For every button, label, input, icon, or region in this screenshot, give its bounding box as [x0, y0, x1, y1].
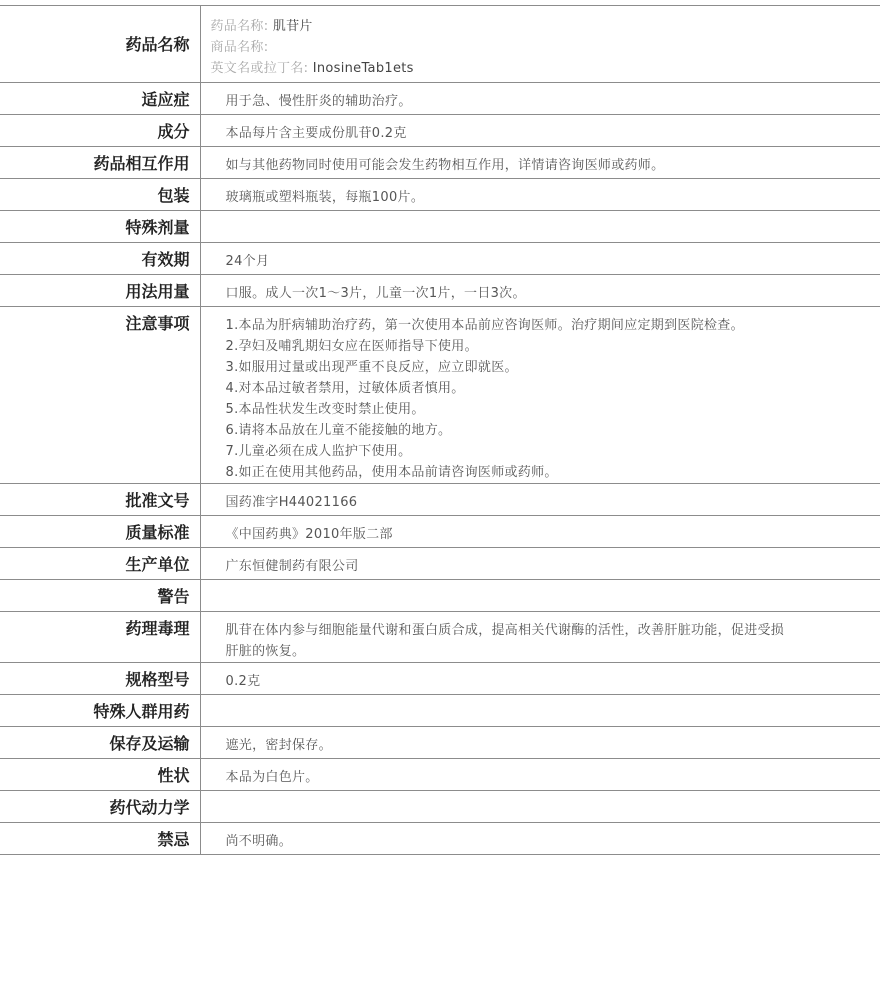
row-value: 尚不明确。	[200, 823, 880, 855]
trade-name-label: 商品名称:	[210, 40, 269, 55]
row-label: 药代动力学	[0, 791, 200, 823]
english-name-label: 英文名或拉丁名:	[210, 61, 309, 76]
row-value: 本品为白色片。	[200, 759, 880, 791]
row-quality-standard	[0, 516, 880, 548]
row-label: 性状	[0, 759, 200, 791]
row-value: 用于急、慢性肝炎的辅助治疗。	[200, 83, 880, 115]
row-value	[200, 695, 880, 727]
row-label: 生产单位	[0, 548, 200, 580]
row-label: 特殊人群用药	[0, 695, 200, 727]
english-name-line	[211, 58, 880, 79]
row-label: 批准文号	[0, 484, 200, 516]
row-value	[200, 211, 880, 243]
row-interactions	[0, 147, 880, 179]
precaution-item: 5.本品性状发生改变时禁止使用。	[225, 402, 425, 417]
row-shelf-life	[0, 243, 880, 275]
row-value	[200, 580, 880, 612]
row-value: 如与其他药物同时使用可能会发生药物相互作用，详情请咨询医师或药师。	[200, 147, 880, 179]
precaution-item: 8.如正在使用其他药品，使用本品前请咨询医师或药师。	[225, 465, 558, 480]
precaution-item: 6.请将本品放在儿童不能接触的地方。	[225, 423, 452, 438]
drug-info-table	[0, 5, 880, 855]
row-value: 国药准字H44021166	[200, 484, 880, 516]
row-manufacturer	[0, 548, 880, 580]
row-warning	[0, 580, 880, 612]
row-label: 成分	[0, 115, 200, 147]
row-label: 禁忌	[0, 823, 200, 855]
row-special-dosage	[0, 211, 880, 243]
row-contraindications	[0, 823, 880, 855]
row-value: 口服。成人一次1～3片，儿童一次1片，一日3次。	[200, 275, 880, 307]
row-packaging	[0, 179, 880, 211]
row-pharmacology	[0, 612, 880, 663]
english-name-value: InosineTab1ets	[312, 61, 414, 76]
row-label: 包装	[0, 179, 200, 211]
row-label: 保存及运输	[0, 727, 200, 759]
trade-name-line	[211, 37, 880, 58]
drug-name-cell	[200, 6, 880, 83]
row-value: 玻璃瓶或塑料瓶装，每瓶100片。	[200, 179, 880, 211]
row-storage	[0, 727, 880, 759]
precautions-list	[200, 307, 880, 484]
row-precautions	[0, 307, 880, 484]
row-value: 遮光，密封保存。	[200, 727, 880, 759]
pharmacology-text: 肌苷在体内参与细胞能量代谢和蛋白质合成，提高相关代谢酶的活性，改善肝脏功能，促进受损肝脏的恢复。	[225, 623, 785, 659]
row-label: 药品相互作用	[0, 147, 200, 179]
generic-name-line	[211, 16, 880, 37]
generic-name-value: 肌苷片	[272, 19, 313, 34]
row-appearance	[0, 759, 880, 791]
row-pharmacokinetics	[0, 791, 880, 823]
row-label: 适应症	[0, 83, 200, 115]
row-value	[200, 612, 880, 663]
row-indications	[0, 83, 880, 115]
row-value: 0.2克	[200, 663, 880, 695]
precaution-item: 2.孕妇及哺乳期妇女应在医师指导下使用。	[225, 339, 478, 354]
row-value: 广东恒健制药有限公司	[200, 548, 880, 580]
generic-name-label: 药品名称:	[210, 19, 269, 34]
row-label: 药理毒理	[0, 612, 200, 663]
row-label: 质量标准	[0, 516, 200, 548]
row-value: 《中国药典》2010年版二部	[200, 516, 880, 548]
row-value: 本品每片含主要成份肌苷0.2克	[200, 115, 880, 147]
row-value: 24个月	[200, 243, 880, 275]
row-approval-number	[0, 484, 880, 516]
row-label: 用法用量	[0, 275, 200, 307]
row-ingredients	[0, 115, 880, 147]
precaution-item: 1.本品为肝病辅助治疗药，第一次使用本品前应咨询医师。治疗期间应定期到医院检查。	[225, 318, 744, 333]
row-drug-name	[0, 6, 880, 83]
row-label: 警告	[0, 580, 200, 612]
row-label: 注意事项	[0, 307, 200, 484]
precaution-item: 3.如服用过量或出现严重不良反应，应立即就医。	[225, 360, 518, 375]
precaution-item: 7.儿童必须在成人监护下使用。	[225, 444, 412, 459]
row-specification	[0, 663, 880, 695]
precaution-item: 4.对本品过敏者禁用，过敏体质者慎用。	[225, 381, 465, 396]
row-label: 特殊剂量	[0, 211, 200, 243]
row-label: 规格型号	[0, 663, 200, 695]
row-label: 有效期	[0, 243, 200, 275]
row-special-population	[0, 695, 880, 727]
row-value	[200, 791, 880, 823]
row-label: 药品名称	[0, 6, 200, 83]
row-dosage	[0, 275, 880, 307]
